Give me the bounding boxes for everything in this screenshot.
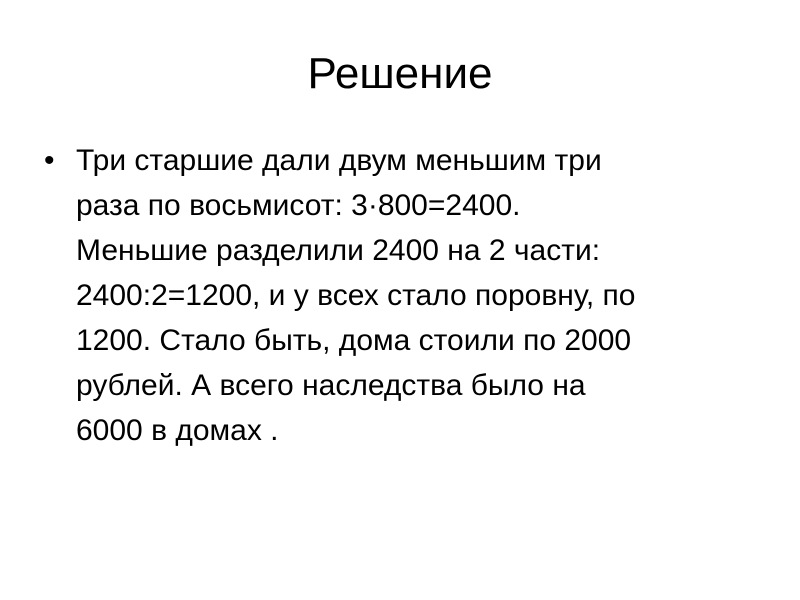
bullet-line-3: Меньшие разделили 2400 на 2 части: — [76, 234, 601, 267]
bullet-list — [44, 138, 744, 453]
slide-title: Решение — [307, 49, 493, 98]
bullet-marker: • — [44, 144, 55, 177]
bullet-item — [44, 138, 744, 453]
bullet-line-6: рублей. А всего наследства было на — [76, 369, 586, 402]
bullet-line-4: 2400:2=1200, и у всех стало поровну, по — [76, 279, 636, 312]
bullet-line-7: 6000 в домах . — [76, 414, 279, 447]
bullet-line-1: Три старшие дали двум меньшим три — [76, 144, 602, 177]
bullet-text — [76, 138, 635, 453]
bullet-line-2: раза по восьмисот: 3·800=2400. — [76, 189, 521, 222]
bullet-line-5: 1200. Стало быть, дома стоили по 2000 — [76, 324, 632, 357]
